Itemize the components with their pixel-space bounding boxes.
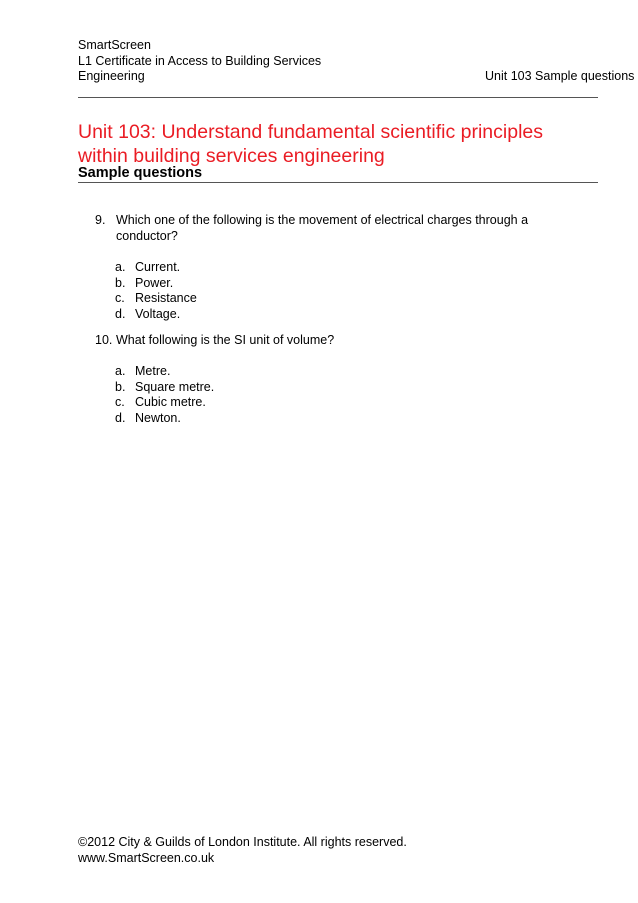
option-letter: a.	[115, 260, 126, 274]
option-letter: a.	[115, 364, 126, 378]
answer-option-a	[115, 260, 180, 276]
question-text-line-1: What following is the SI unit of volume?	[116, 333, 335, 347]
answer-option-c	[115, 291, 197, 307]
option-letter: c.	[115, 291, 125, 305]
option-text: Current.	[135, 260, 181, 274]
header-brand: SmartScreen	[78, 38, 151, 52]
question-number: 9.	[95, 213, 106, 227]
option-letter: d.	[115, 306, 126, 321]
answer-option-a	[115, 364, 170, 380]
title-line-1: Unit 103: Understand fundamental scientific principles	[78, 121, 544, 143]
question-text-line-1: Which one of the following is the movement of electrical charges through a	[116, 213, 529, 227]
option-letter: b.	[115, 275, 126, 290]
option-letter: b.	[115, 379, 126, 394]
option-text: Newton.	[135, 410, 181, 425]
option-letter: c.	[115, 395, 125, 409]
option-letter: d.	[115, 410, 126, 425]
option-text: Square metre.	[135, 379, 215, 394]
header-unit-label: Unit 103 Sample questions	[485, 69, 635, 83]
question-text	[116, 333, 556, 349]
question-text-line-2: conductor?	[116, 228, 178, 243]
answer-option-b	[115, 380, 214, 396]
page-title	[78, 120, 598, 168]
page-header	[78, 38, 635, 85]
answer-option-d	[115, 307, 180, 323]
question-text	[116, 213, 556, 244]
header-qualification-cont: Engineering	[78, 69, 145, 83]
footer-website: www.SmartScreen.co.uk	[78, 850, 215, 865]
option-text: Cubic metre.	[135, 395, 206, 409]
question-number: 10.	[95, 333, 113, 347]
answer-option-b	[115, 276, 173, 292]
option-text: Voltage.	[135, 306, 181, 321]
header-divider	[78, 97, 598, 98]
page-footer	[78, 835, 407, 866]
option-text: Resistance	[135, 291, 197, 305]
answer-option-d	[115, 411, 181, 427]
title-line-2: within building services engineering	[78, 145, 385, 167]
option-text: Power.	[135, 275, 174, 290]
answer-option-c	[115, 395, 206, 411]
option-text: Metre.	[135, 364, 171, 378]
title-divider	[78, 182, 598, 183]
page-subtitle: Sample questions	[78, 165, 203, 181]
header-qualification: L1 Certificate in Access to Building Services	[78, 53, 322, 68]
copyright-notice: ©2012 City & Guilds of London Institute. All rights reserved.	[78, 835, 407, 849]
